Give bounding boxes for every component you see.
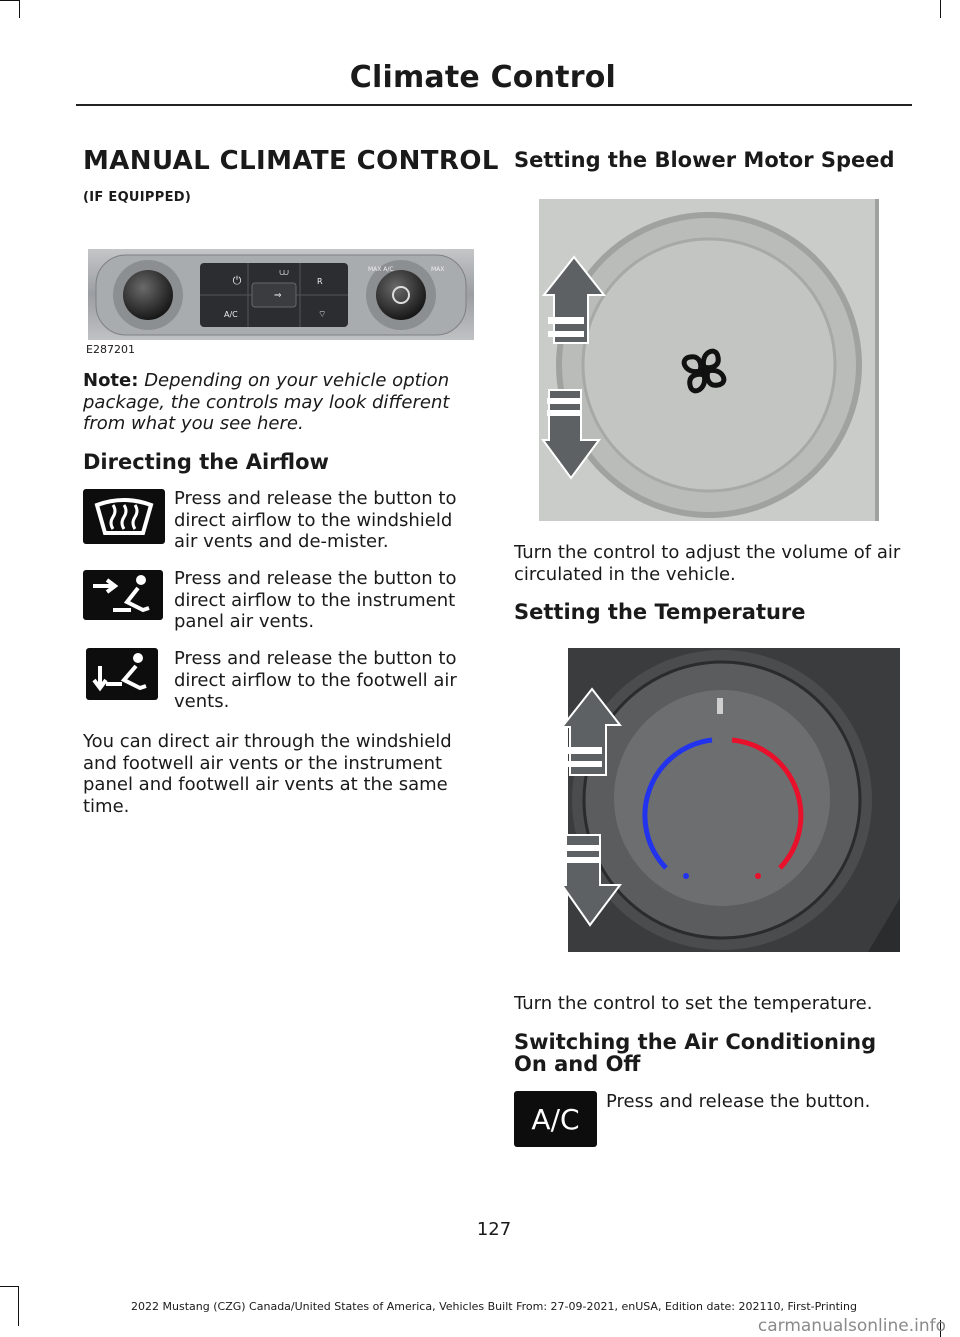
- temperature-heading: Setting the Temperature: [514, 600, 806, 624]
- page-header-title: Climate Control: [349, 60, 616, 95]
- page-number: 127: [476, 1219, 512, 1240]
- ac-button-icon: [514, 1091, 597, 1147]
- decrease-arrow-icon: [562, 833, 624, 927]
- airflow-item-text: Press and release the button to direct airflow to the instrument panel air vents.: [174, 568, 457, 632]
- crop-mark: [0, 0, 20, 1]
- climate-control-panel-image: [88, 249, 474, 340]
- section-heading: MANUAL CLIMATE CONTROL: [83, 146, 499, 176]
- header-rule: [76, 104, 912, 106]
- increase-arrow-icon: [562, 687, 622, 777]
- panel-vent-icon: [83, 570, 163, 620]
- blower-heading: Setting the Blower Motor Speed: [514, 148, 895, 172]
- crop-mark: [940, 0, 941, 18]
- climate-panel-drawing: [88, 249, 474, 340]
- airflow-heading: Directing the Airflow: [83, 450, 329, 474]
- page-footer: 2022 Mustang (CZG) Canada/United States of America, Vehicles Built From: 27-09-2021, enUSA, Edition date: 202110, First-Printing: [131, 1300, 857, 1313]
- panel-max-defrost-label: MAX: [431, 266, 445, 273]
- panel-recirc-label: R: [317, 277, 323, 286]
- airflow-summary: You can direct air through the windshield and footwell air vents or the instrument panel and footwell air vents at the same time.: [83, 731, 452, 817]
- increase-arrow-icon: [542, 255, 607, 345]
- svg-text:⩊: ⩊: [279, 268, 289, 278]
- crop-mark: [0, 1286, 18, 1287]
- note-label: Note:: [83, 370, 139, 391]
- panel-ac-label: A/C: [224, 310, 238, 319]
- ac-heading: Switching the Air Conditioning On and Off: [514, 1030, 877, 1076]
- decrease-arrow-icon: [541, 388, 606, 480]
- airflow-item-text: Press and release the button to direct airflow to the windshield air vents and de-mister.: [174, 488, 457, 552]
- ac-text: Press and release the button.: [606, 1091, 871, 1112]
- blower-text: Turn the control to adjust the volume of air circulated in the vehicle.: [514, 542, 901, 585]
- ac-icon-label: A/C: [531, 1102, 580, 1136]
- windshield-defrost-icon: [83, 489, 165, 544]
- note-text: Depending on your vehicle option package, the controls may look different from what you see here.: [83, 370, 450, 434]
- svg-text:⏻: ⏻: [232, 274, 242, 287]
- crop-mark: [19, 0, 20, 18]
- figure-label: E287201: [86, 343, 135, 356]
- section-subheading: (IF EQUIPPED): [83, 190, 192, 205]
- temperature-text: Turn the control to set the temperature.: [514, 993, 873, 1014]
- svg-text:⇒: ⇒: [274, 291, 282, 301]
- panel-max-ac-label: MAX A/C: [368, 266, 394, 273]
- footwell-vent-icon: [86, 648, 158, 700]
- watermark: carmanualsonline.info: [757, 1316, 946, 1336]
- svg-text:⌔: ⌔: [318, 310, 327, 320]
- note-paragraph: [83, 370, 468, 435]
- airflow-item-text: Press and release the button to direct airflow to the footwell air vents.: [174, 648, 457, 712]
